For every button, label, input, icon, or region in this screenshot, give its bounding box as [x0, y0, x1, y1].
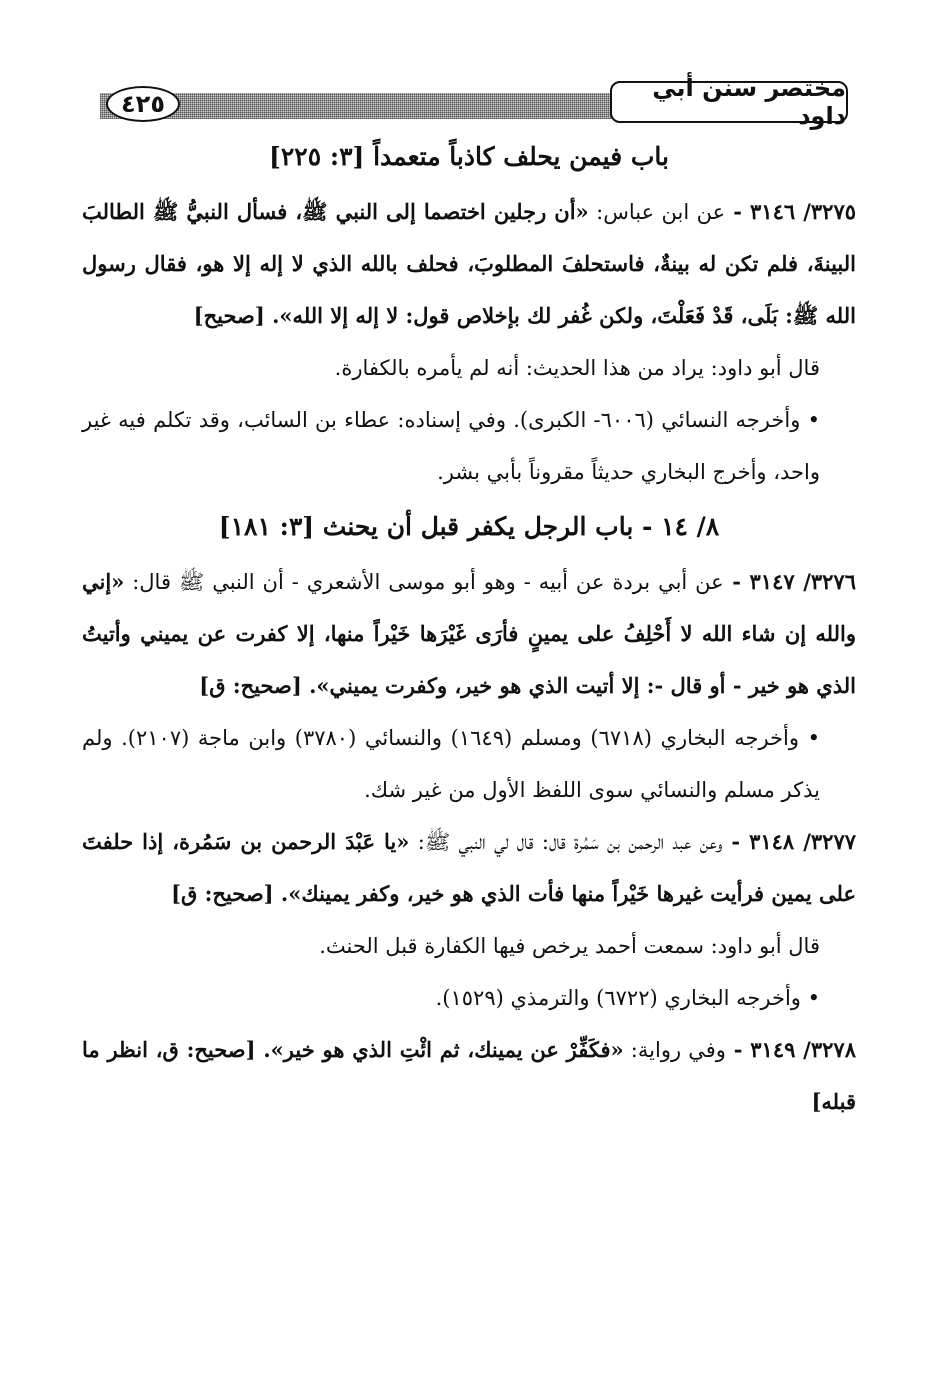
page-content	[82, 128, 856, 1128]
hadith-number: ٣٢٧٧/ ٣١٤٨ -	[722, 829, 857, 854]
hadith-text: «يا عَبْدَ الرحمن بن سَمُرة، إذا حلفتَ على يمين فرأيت غيرها خَيْراً منها فأت الذي هو خير، وكفر يمينك». [صحيح: ق]	[82, 829, 856, 906]
hadith-3278	[82, 1024, 856, 1128]
chapter-title: باب فيمن يحلف كاذباً متعمداً [٣: ٢٢٥]	[269, 142, 669, 171]
hadith-3276	[82, 556, 856, 712]
chapter-title: ٨/ ١٤ - باب الرجل يكفر قبل أن يحنث [٣: ١٨١]	[218, 512, 720, 541]
book-title: مختصر سنن أبي داود	[610, 81, 848, 123]
hadith-intro: وفي رواية:	[623, 1038, 726, 1062]
hadith-intro: وعن عبد الرحمن بن سَمُرة قال: قال لي النبي ﷺ:	[409, 830, 723, 854]
page-number: ٤٢٥	[106, 86, 180, 122]
hadith-3277	[82, 816, 856, 920]
hadith-number: ٣٢٧٥/ ٣١٤٦ -	[725, 199, 857, 224]
takhrij-note: • وأخرجه البخاري (٦٧١٨) ومسلم (١٦٤٩) والنسائي (٣٧٨٠) وابن ماجة (٢١٠٧). ولم يذكر مسلم والنسائي سوى اللفظ الأول من غير شك.	[82, 726, 820, 802]
hadith-intro: عن أبي بردة عن أبيه - وهو أبو موسى الأشعري - أن النبي ﷺ قال:	[124, 570, 724, 594]
hadith-number: ٣٢٧٨/ ٣١٤٩ -	[725, 1037, 856, 1062]
hadith-number: ٣٢٧٦/ ٣١٤٧ -	[723, 569, 856, 594]
author-comment: قال أبو داود: سمعت أحمد يرخص فيها الكفارة قبل الحنث.	[319, 934, 820, 958]
hadith-intro: عن ابن عباس:	[588, 200, 726, 224]
hadith-text: «فكَفِّرْ عن يمينك، ثم ائْتِ الذي هو خير». [صحيح: ق، انظر ما قبله]	[82, 1037, 856, 1114]
hadith-text: «إني والله إن شاء الله لا أَحْلِفُ على يمينٍ فأرَى غَيْرَها خَيْراً منها، إلا كفرت عن يميني وأتيتُ الذي هو خير - أو قال -: إلا أتيت الذي هو خير، وكفرت يميني». [صحيح: ق]	[82, 569, 856, 698]
hadith-text: «أن رجلين اختصما إلى النبي ﷺ، فسأل النبيُّ ﷺ الطالبَ البينةَ، فلم تكن له بينةٌ، فاستحلفَ المطلوبَ، فحلف بالله الذي لا إله إلا هو، فقال رسول الله ﷺ: بَلَى، قَدْ فَعَلْتَ، ولكن غُفر لك بإخلاص قول: لا إله إلا الله». [صحيح]	[82, 199, 856, 328]
takhrij-note: • وأخرجه البخاري (٦٧٢٢) والترمذي (١٥٢٩).	[435, 986, 820, 1010]
author-comment: قال أبو داود: يراد من هذا الحديث: أنه لم يأمره بالكفارة.	[334, 356, 820, 380]
hadith-3275	[82, 186, 856, 342]
takhrij-note: • وأخرجه النسائي (٦٠٠٦- الكبرى). وفي إسناده: عطاء بن السائب، وقد تكلم فيه غير واحد، وأخرج البخاري حديثاً مقروناً بأبي بشر.	[82, 408, 820, 484]
